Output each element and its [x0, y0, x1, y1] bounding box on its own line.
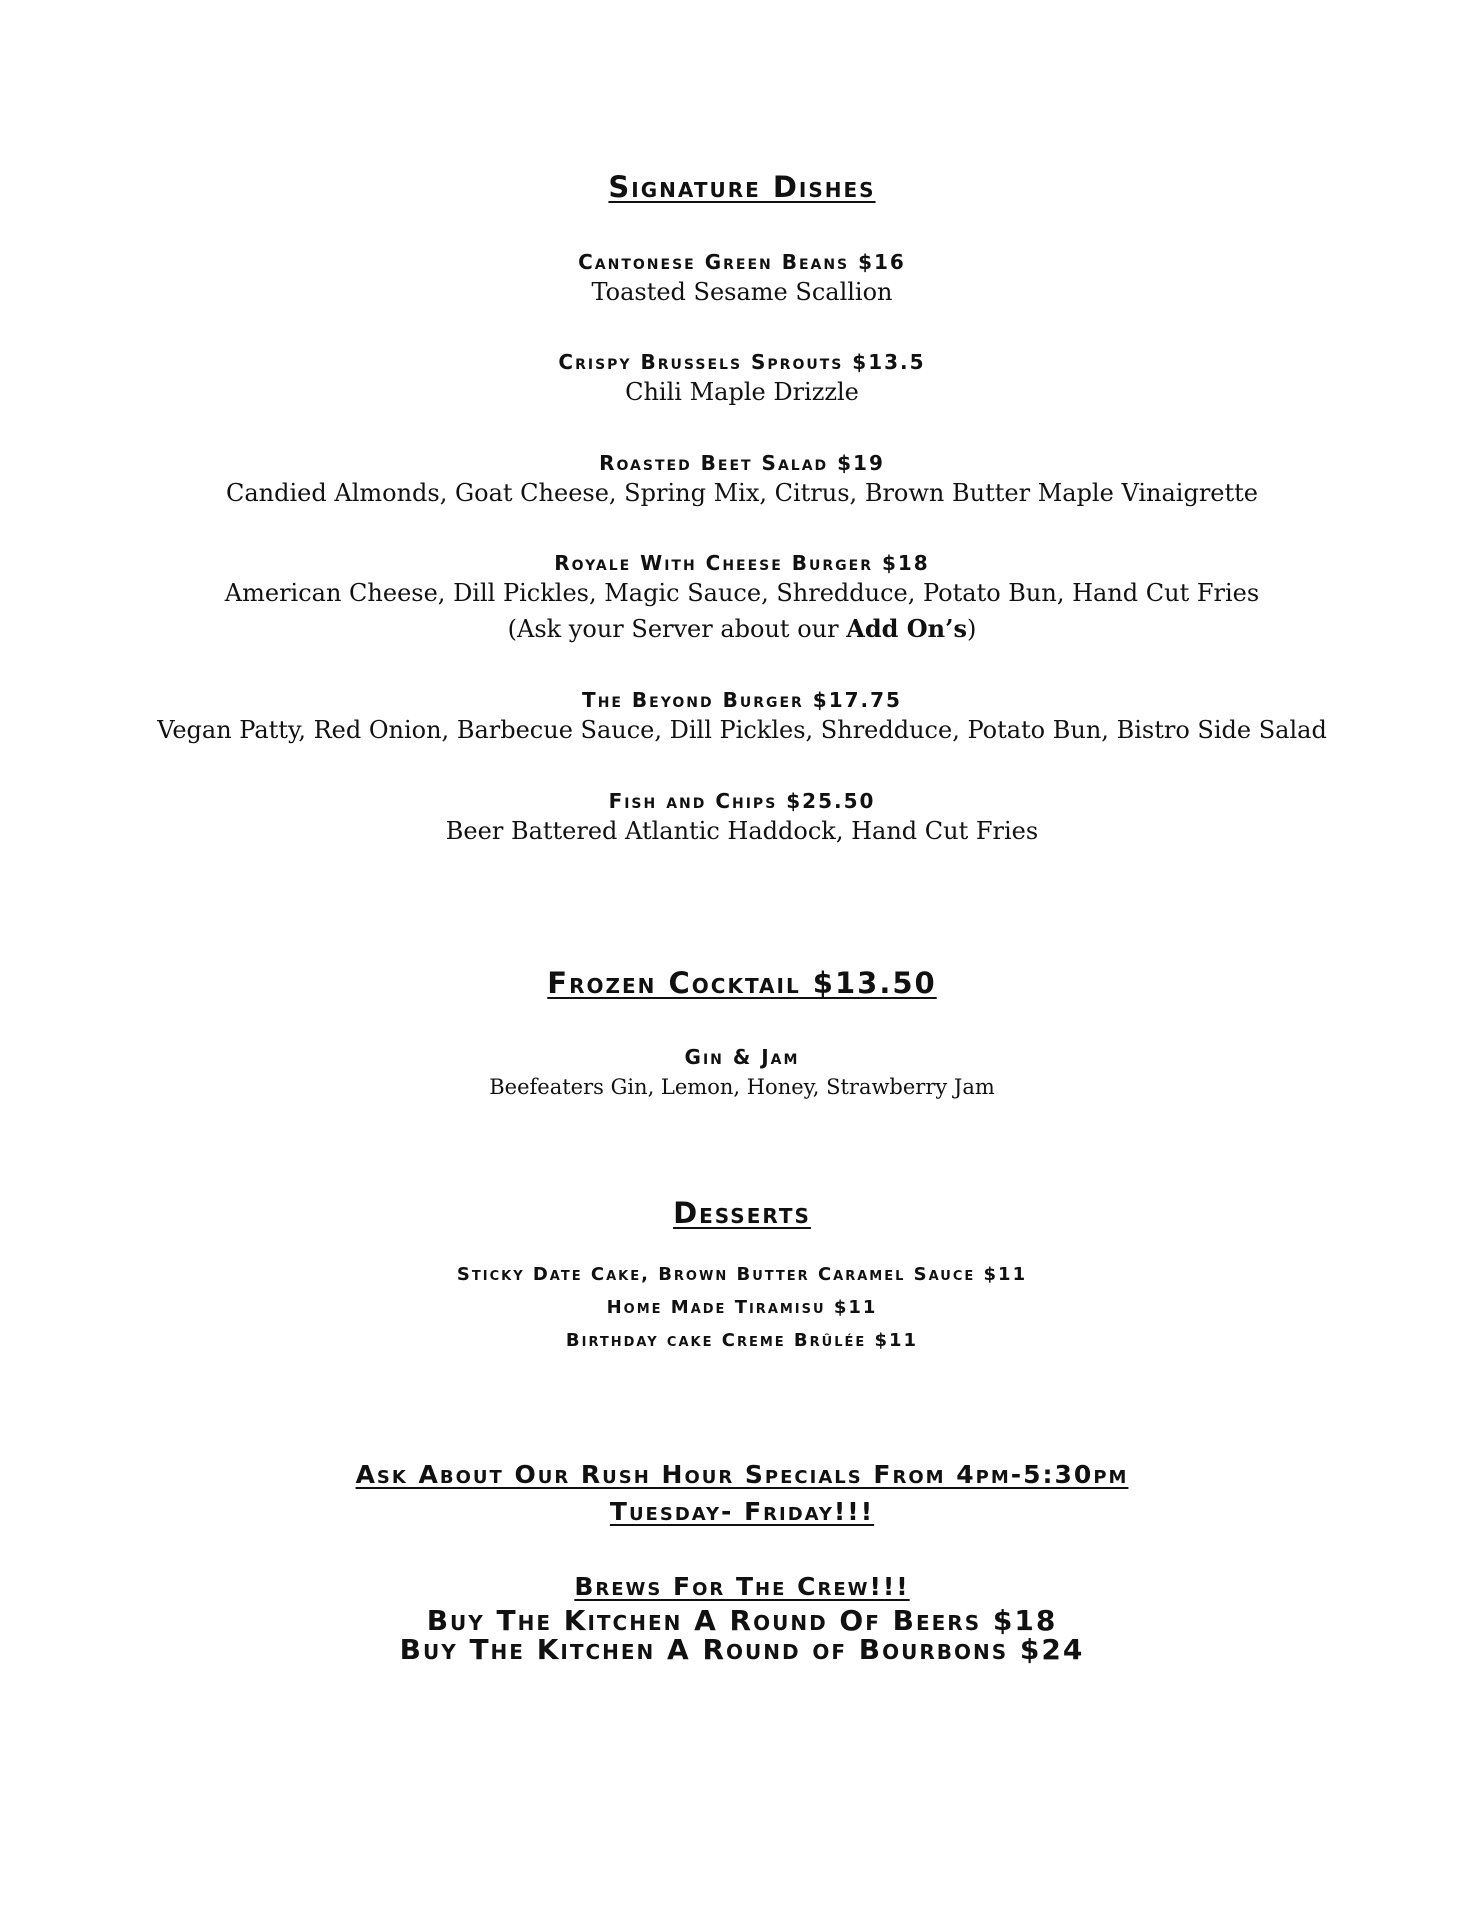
rush-hour-promo — [0, 1456, 1484, 1530]
brews-title: Brews For The Crew!!! — [574, 1572, 910, 1601]
signature-section — [0, 170, 1484, 204]
item-name: Royale With Cheese Burger $18 — [554, 551, 930, 575]
menu-item — [0, 451, 1484, 511]
menu-item — [0, 551, 1484, 647]
dessert-item: Birthday cake Creme Brûlée $11 — [565, 1330, 919, 1351]
note-prefix: (Ask your Server about our — [507, 615, 847, 643]
add-ons-label: Add On’s — [846, 614, 967, 643]
cocktail-title: Frozen Cocktail $13.50 — [547, 966, 937, 1000]
menu-item — [0, 789, 1484, 849]
rush-hour-line: Ask About Our Rush Hour Specials From 4pm-5:30pm — [355, 1460, 1129, 1489]
item-description: American Cheese, Dill Pickles, Magic Sauce, Shredduce, Potato Bun, Hand Cut Fries — [224, 579, 1260, 607]
item-name: Cantonese Green Beans $16 — [578, 250, 906, 274]
brews-offers — [0, 1606, 1484, 1664]
cocktail-name: Gin & Jam — [684, 1045, 800, 1069]
item-description: Vegan Patty, Red Onion, Barbecue Sauce, Dill Pickles, Shredduce, Potato Bun, Bistro Side Salad — [157, 716, 1327, 744]
desserts-title: Desserts — [673, 1196, 811, 1230]
item-name: Fish and Chips $25.50 — [608, 789, 876, 813]
item-description: Chili Maple Drizzle — [625, 378, 859, 406]
note-suffix: ) — [966, 615, 977, 643]
item-name: Roasted Beet Salad $19 — [599, 451, 885, 475]
dessert-list — [0, 1258, 1484, 1357]
cocktail-description: Beefeaters Gin, Lemon, Honey, Strawberry Jam — [489, 1075, 995, 1099]
menu-item — [0, 688, 1484, 748]
dessert-item: Home Made Tiramisu $11 — [606, 1297, 878, 1318]
cocktail-section — [0, 966, 1484, 1000]
desserts-section — [0, 1196, 1484, 1230]
add-ons-note — [0, 611, 1484, 647]
bourbons-offer: Buy The Kitchen A Round of Bourbons $24 — [399, 1633, 1085, 1666]
menu-item — [0, 350, 1484, 410]
item-description: Toasted Sesame Scallion — [591, 278, 893, 306]
cocktail-item — [0, 1045, 1484, 1105]
item-description: Candied Almonds, Goat Cheese, Spring Mix, Citrus, Brown Butter Maple Vinaigrette — [226, 479, 1258, 507]
item-description: Beer Battered Atlantic Haddock, Hand Cut Fries — [445, 817, 1039, 845]
signature-title: Signature Dishes — [608, 170, 876, 204]
item-name: Crispy Brussels Sprouts $13.5 — [558, 350, 926, 374]
brews-section — [0, 1568, 1484, 1605]
beers-offer: Buy The Kitchen A Round Of Beers $18 — [426, 1604, 1058, 1637]
menu-item — [0, 250, 1484, 310]
dessert-item: Sticky Date Cake, Brown Butter Caramel Sauce $11 — [456, 1264, 1028, 1285]
rush-hour-days: Tuesday- Friday!!! — [609, 1497, 875, 1526]
item-name: The Beyond Burger $17.75 — [582, 688, 902, 712]
